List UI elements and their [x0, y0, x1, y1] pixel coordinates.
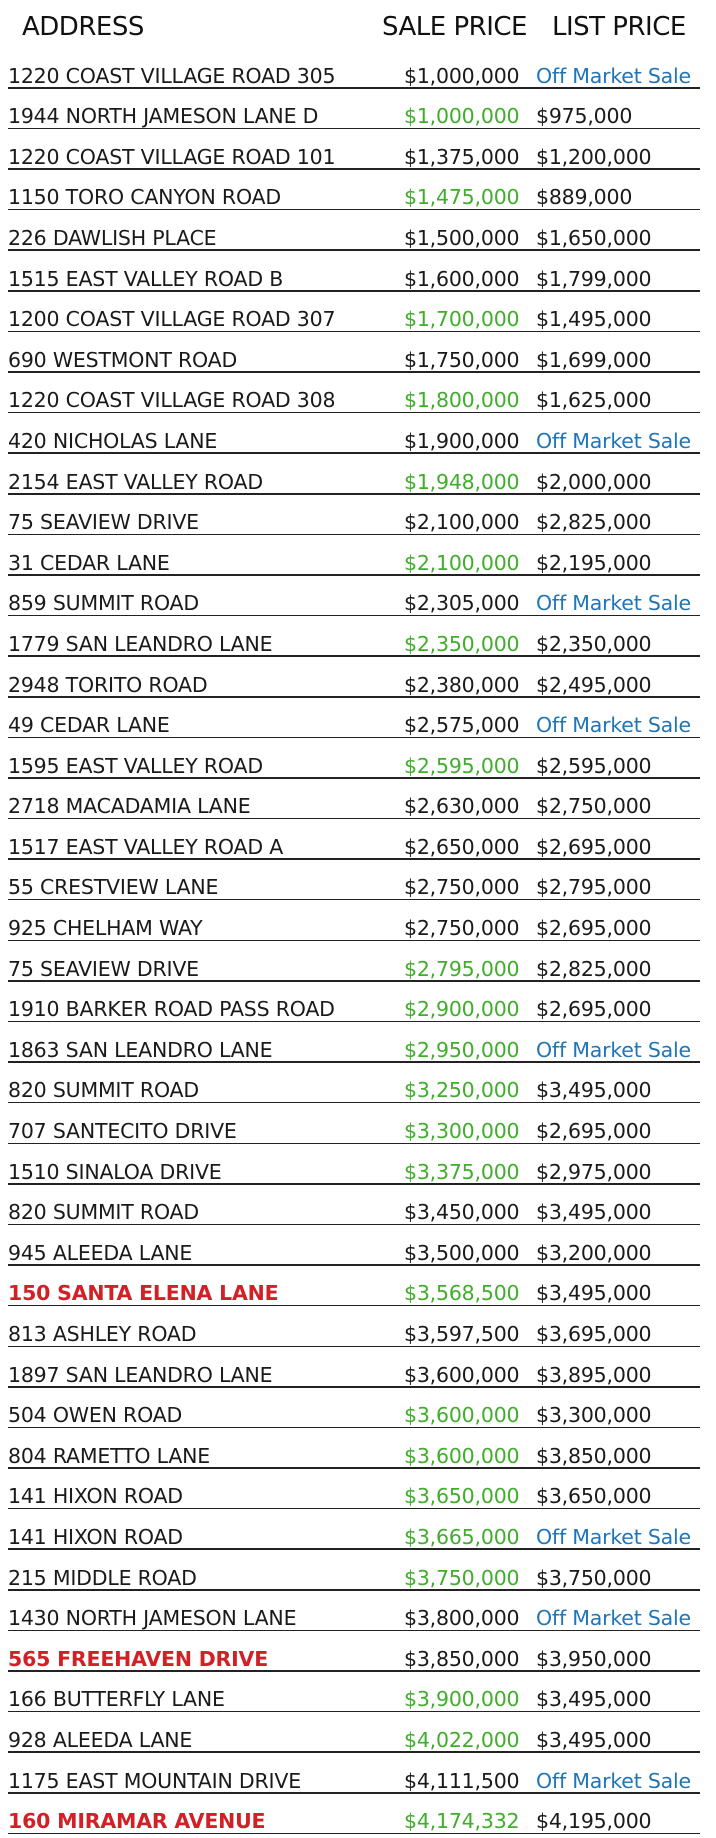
- list-price-cell: $3,850,000: [536, 1443, 652, 1468]
- list-price-cell: $4,195,000: [536, 1809, 652, 1834]
- table-row: [0, 1107, 716, 1148]
- table-row: [0, 417, 716, 458]
- address-cell: 928 ALEEDA LANE: [8, 1727, 193, 1752]
- sale-price-cell: $4,174,332: [404, 1809, 520, 1834]
- address-cell: 925 CHELHAM WAY: [8, 916, 203, 941]
- off-market-link[interactable]: Off Market Sale: [536, 1037, 691, 1062]
- list-underline: [535, 615, 700, 617]
- table-row: [0, 1473, 716, 1514]
- list-price-cell: $3,950,000: [536, 1646, 652, 1671]
- table-row: [0, 1067, 716, 1108]
- sale-price-cell: $2,100,000: [404, 550, 520, 575]
- list-underline: [535, 818, 700, 820]
- list-price-cell: $889,000: [536, 185, 633, 210]
- address-cell: 2948 TORITO ROAD: [8, 672, 208, 697]
- list-underline: [535, 209, 700, 211]
- sale-price-cell: $1,700,000: [404, 307, 520, 332]
- table-row: [0, 702, 716, 743]
- table-row: [0, 1026, 716, 1067]
- sale-price-cell: $1,000,000: [404, 63, 520, 88]
- address-cell: 75 SEAVIEW DRIVE: [8, 956, 199, 981]
- address-cell: 49 CEDAR LANE: [8, 713, 170, 738]
- table-row: [0, 904, 716, 945]
- sale-price-cell: $2,900,000: [404, 997, 520, 1022]
- sale-price-cell: $4,022,000: [404, 1727, 520, 1752]
- off-market-link[interactable]: Off Market Sale: [536, 1606, 691, 1631]
- table-row: [0, 1148, 716, 1189]
- address-cell: 2718 MACADAMIA LANE: [8, 794, 251, 819]
- sales-table: [0, 52, 716, 1838]
- sale-underline: [403, 615, 535, 617]
- address-cell: 2154 EAST VALLEY ROAD: [8, 469, 263, 494]
- table-row: [0, 661, 716, 702]
- list-price-cell: $2,825,000: [536, 510, 652, 535]
- sale-underline: [403, 1508, 535, 1510]
- address-cell: 859 SUMMIT ROAD: [8, 591, 199, 616]
- table-row: [0, 1635, 716, 1676]
- table-row: [0, 1270, 716, 1311]
- list-underline: [535, 1508, 700, 1510]
- list-price-cell: $2,695,000: [536, 916, 652, 941]
- list-price-cell: $3,300,000: [536, 1403, 652, 1428]
- list-price-cell: $3,495,000: [536, 1200, 652, 1225]
- sale-price-cell: $2,100,000: [404, 510, 520, 535]
- sale-price-cell: $2,595,000: [404, 753, 520, 778]
- table-row: [0, 823, 716, 864]
- list-price-cell: $3,750,000: [536, 1565, 652, 1590]
- list-price-cell: $3,650,000: [536, 1484, 652, 1509]
- list-price-cell: $1,200,000: [536, 144, 652, 169]
- sale-price-cell: $2,575,000: [404, 713, 520, 738]
- off-market-link[interactable]: Off Market Sale: [536, 713, 691, 738]
- list-underline: [535, 1833, 700, 1835]
- address-cell: 1910 BARKER ROAD PASS ROAD: [8, 997, 335, 1022]
- sale-price-header: SALE PRICE: [382, 12, 527, 42]
- address-cell: 141 HIXON ROAD: [8, 1524, 183, 1549]
- address-cell: 1595 EAST VALLEY ROAD: [8, 753, 263, 778]
- list-price-cell: $2,825,000: [536, 956, 652, 981]
- table-row: [0, 1310, 716, 1351]
- list-price-cell: $2,695,000: [536, 1119, 652, 1144]
- sale-price-cell: $2,380,000: [404, 672, 520, 697]
- off-market-link[interactable]: Off Market Sale: [536, 63, 691, 88]
- address-cell: 1510 SINALOA DRIVE: [8, 1159, 222, 1184]
- address-cell: 1220 COAST VILLAGE ROAD 305: [8, 63, 336, 88]
- address-cell: 141 HIXON ROAD: [8, 1484, 183, 1509]
- list-price-cell: $3,895,000: [536, 1362, 652, 1387]
- address-cell: 1220 COAST VILLAGE ROAD 308: [8, 388, 336, 413]
- address-cell: 31 CEDAR LANE: [8, 550, 170, 575]
- sale-price-cell: $3,650,000: [404, 1484, 520, 1509]
- list-underline: [535, 899, 700, 901]
- table-row: [0, 1595, 716, 1636]
- address-cell: 1430 NORTH JAMESON LANE: [8, 1606, 297, 1631]
- list-price-cell: $3,495,000: [536, 1078, 652, 1103]
- address-underline: [8, 1508, 403, 1510]
- list-price-cell: $3,495,000: [536, 1727, 652, 1752]
- address-underline: [8, 899, 403, 901]
- sale-underline: [403, 818, 535, 820]
- sale-price-cell: $3,250,000: [404, 1078, 520, 1103]
- address-cell: 813 ASHLEY ROAD: [8, 1322, 197, 1346]
- table-row: [0, 1798, 716, 1838]
- sale-price-cell: $4,111,500: [404, 1768, 520, 1793]
- address-cell: 166 BUTTERFLY LANE: [8, 1687, 225, 1712]
- sale-underline: [403, 1833, 535, 1835]
- address-cell: 504 OWEN ROAD: [8, 1403, 183, 1428]
- list-price-cell: $3,200,000: [536, 1240, 652, 1265]
- list-price-cell: $2,495,000: [536, 672, 652, 697]
- off-market-link[interactable]: Off Market Sale: [536, 1768, 691, 1793]
- address-underline: [8, 1833, 403, 1835]
- sale-price-cell: $3,568,500: [404, 1281, 520, 1306]
- sale-price-cell: $1,500,000: [404, 225, 520, 250]
- address-header: ADDRESS: [22, 12, 144, 42]
- table-row: [0, 336, 716, 377]
- table-row: [0, 174, 716, 215]
- table-row: [0, 1351, 716, 1392]
- column-header: [0, 12, 716, 48]
- table-row: [0, 255, 716, 296]
- sale-underline: [403, 209, 535, 211]
- sale-price-cell: $2,630,000: [404, 794, 520, 819]
- sale-price-cell: $2,795,000: [404, 956, 520, 981]
- table-row: [0, 1554, 716, 1595]
- address-cell: 1220 COAST VILLAGE ROAD 101: [8, 144, 336, 169]
- table-row: [0, 133, 716, 174]
- address-cell: 1863 SAN LEANDRO LANE: [8, 1037, 273, 1062]
- sale-price-cell: $2,650,000: [404, 834, 520, 859]
- list-price-cell: $2,195,000: [536, 550, 652, 575]
- sale-price-cell: $3,600,000: [404, 1443, 520, 1468]
- address-cell: 226 DAWLISH PLACE: [8, 225, 217, 250]
- address-cell: 1515 EAST VALLEY ROAD B: [8, 266, 284, 291]
- address-underline: [8, 1305, 403, 1307]
- sale-price-cell: $1,948,000: [404, 469, 520, 494]
- sale-price-cell: $3,800,000: [404, 1606, 520, 1631]
- list-price-cell: $1,625,000: [536, 388, 652, 413]
- sale-price-cell: $1,375,000: [404, 144, 520, 169]
- address-cell: 820 SUMMIT ROAD: [8, 1200, 199, 1225]
- table-row: [0, 499, 716, 540]
- address-cell: 1517 EAST VALLEY ROAD A: [8, 834, 284, 859]
- table-row: [0, 296, 716, 337]
- list-underline: [535, 1305, 700, 1307]
- table-row: [0, 864, 716, 905]
- address-cell: 690 WESTMONT ROAD: [8, 347, 238, 372]
- sale-price-cell: $3,750,000: [404, 1565, 520, 1590]
- sale-price-cell: $3,600,000: [404, 1362, 520, 1387]
- sale-underline: [403, 412, 535, 414]
- address-cell: 1779 SAN LEANDRO LANE: [8, 631, 273, 656]
- sale-price-cell: $3,665,000: [404, 1524, 520, 1549]
- address-cell: 1150 TORO CANYON ROAD: [8, 185, 281, 210]
- table-row: [0, 580, 716, 621]
- off-market-link[interactable]: Off Market Sale: [536, 1524, 691, 1549]
- address-cell: 804 RAMETTO LANE: [8, 1443, 211, 1468]
- address-cell: 1175 EAST MOUNTAIN DRIVE: [8, 1768, 301, 1793]
- address-cell: 707 SANTECITO DRIVE: [8, 1119, 237, 1144]
- featured-address: 160 MIRAMAR AVENUE: [8, 1809, 266, 1834]
- sale-underline: [403, 1305, 535, 1307]
- table-row: [0, 1757, 716, 1798]
- address-underline: [8, 1711, 403, 1713]
- list-price-cell: $2,795,000: [536, 875, 652, 900]
- featured-address: 150 SANTA ELENA LANE: [8, 1281, 279, 1306]
- address-cell: 820 SUMMIT ROAD: [8, 1078, 199, 1103]
- sale-price-cell: $3,300,000: [404, 1119, 520, 1144]
- address-cell: 1200 COAST VILLAGE ROAD 307: [8, 307, 336, 332]
- sale-price-cell: $2,305,000: [404, 591, 520, 616]
- sale-price-cell: $1,800,000: [404, 388, 520, 413]
- sale-price-cell: $2,750,000: [404, 875, 520, 900]
- table-row: [0, 52, 716, 93]
- table-row: [0, 1189, 716, 1230]
- sale-price-cell: $1,750,000: [404, 347, 520, 372]
- address-cell: 1944 NORTH JAMESON LANE D: [8, 104, 319, 129]
- address-underline: [8, 1102, 403, 1104]
- sale-price-cell: $2,950,000: [404, 1037, 520, 1062]
- list-price-cell: $1,799,000: [536, 266, 652, 291]
- address-underline: [8, 412, 403, 414]
- sale-price-cell: $3,850,000: [404, 1646, 520, 1671]
- sale-price-cell: $2,750,000: [404, 916, 520, 941]
- address-cell: 55 CRESTVIEW LANE: [8, 875, 219, 900]
- list-price-cell: $1,699,000: [536, 347, 652, 372]
- address-cell: 75 SEAVIEW DRIVE: [8, 510, 199, 535]
- off-market-link[interactable]: Off Market Sale: [536, 428, 691, 453]
- list-price-cell: $2,750,000: [536, 794, 652, 819]
- address-cell: 420 NICHOLAS LANE: [8, 428, 218, 453]
- sale-price-cell: $1,600,000: [404, 266, 520, 291]
- sale-price-cell: $3,500,000: [404, 1240, 520, 1265]
- list-price-cell: $1,650,000: [536, 225, 652, 250]
- sale-price-cell: $3,900,000: [404, 1687, 520, 1712]
- sale-price-cell: $3,597,500: [404, 1322, 520, 1346]
- list-price-cell: $3,695,000: [536, 1322, 652, 1346]
- table-row: [0, 1392, 716, 1433]
- table-row: [0, 1716, 716, 1757]
- table-row: [0, 742, 716, 783]
- table-row: [0, 1676, 716, 1717]
- list-price-cell: $2,695,000: [536, 834, 652, 859]
- address-underline: [8, 615, 403, 617]
- table-row: [0, 539, 716, 580]
- featured-address: 565 FREEHAVEN DRIVE: [8, 1646, 269, 1671]
- sale-underline: [403, 899, 535, 901]
- list-underline: [535, 412, 700, 414]
- sale-price-cell: $1,475,000: [404, 185, 520, 210]
- address-cell: 945 ALEEDA LANE: [8, 1240, 193, 1265]
- list-price-cell: $2,695,000: [536, 997, 652, 1022]
- sale-price-cell: $3,600,000: [404, 1403, 520, 1428]
- list-price-cell: $3,495,000: [536, 1687, 652, 1712]
- address-cell: 1897 SAN LEANDRO LANE: [8, 1362, 273, 1387]
- address-underline: [8, 818, 403, 820]
- list-price-cell: $975,000: [536, 104, 633, 129]
- address-cell: 215 MIDDLE ROAD: [8, 1565, 197, 1590]
- address-underline: [8, 209, 403, 211]
- list-price-header: LIST PRICE: [552, 12, 686, 42]
- sale-price-cell: $3,450,000: [404, 1200, 520, 1225]
- table-row: [0, 1432, 716, 1473]
- table-row: [0, 458, 716, 499]
- sale-underline: [403, 1102, 535, 1104]
- sale-underline: [403, 1711, 535, 1713]
- table-row: [0, 945, 716, 986]
- list-underline: [535, 1102, 700, 1104]
- table-row: [0, 377, 716, 418]
- table-row: [0, 1229, 716, 1270]
- list-price-cell: $3,495,000: [536, 1281, 652, 1306]
- table-row: [0, 93, 716, 134]
- list-underline: [535, 1711, 700, 1713]
- table-row: [0, 986, 716, 1027]
- sale-price-cell: $3,375,000: [404, 1159, 520, 1184]
- off-market-link[interactable]: Off Market Sale: [536, 591, 691, 616]
- list-price-cell: $2,350,000: [536, 631, 652, 656]
- sale-price-cell: $1,900,000: [404, 428, 520, 453]
- table-row: [0, 783, 716, 824]
- table-row: [0, 620, 716, 661]
- list-price-cell: $2,595,000: [536, 753, 652, 778]
- list-price-cell: $2,975,000: [536, 1159, 652, 1184]
- sale-price-cell: $1,000,000: [404, 104, 520, 129]
- list-price-cell: $1,495,000: [536, 307, 652, 332]
- table-row: [0, 1513, 716, 1554]
- table-row: [0, 214, 716, 255]
- sale-price-cell: $2,350,000: [404, 631, 520, 656]
- list-price-cell: $2,000,000: [536, 469, 652, 494]
